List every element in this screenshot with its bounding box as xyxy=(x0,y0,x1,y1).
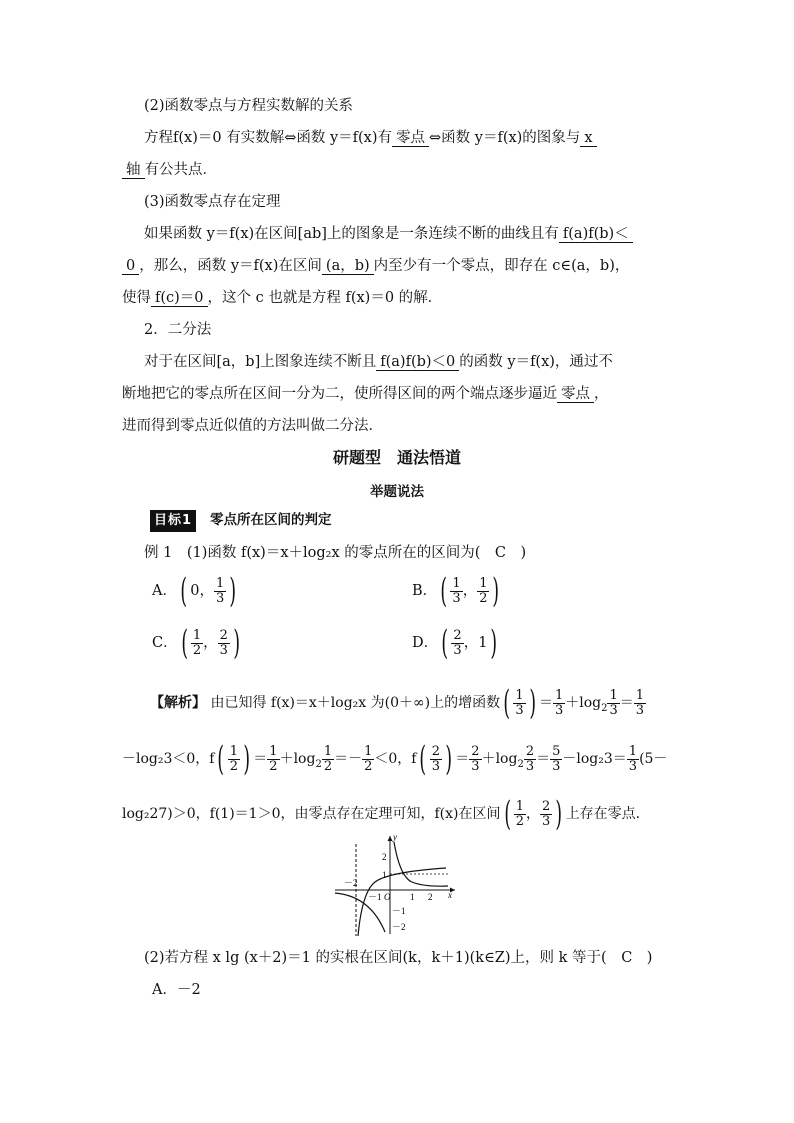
tick-label: O xyxy=(384,892,391,902)
section-title: 研题型 通法悟道 xyxy=(332,448,461,467)
blank-answer: 轴 xyxy=(122,162,145,179)
option-b: B．( $\frac{1}{3}$ ， $\frac{1}{2}$ ) xyxy=(412,571,500,611)
tick-label: 1 xyxy=(410,892,415,902)
target-heading xyxy=(150,510,332,532)
text-line: 如果函数 y＝f(x)在区间[ab]上的图象是一条连续不断的曲线且有 f(a)f(b)＜ xyxy=(144,224,633,244)
analysis-tag: 【解析】 xyxy=(150,695,206,711)
axis-label-y: y xyxy=(393,832,397,842)
blank-answer: 零点 xyxy=(392,130,429,147)
blank-answer: f(a)f(b)＜0 xyxy=(376,354,459,371)
fraction: $\frac{1}{3}$ xyxy=(215,575,225,606)
tick-label: 1 xyxy=(382,870,387,880)
option-d: D．( $\frac{2}{3}$ ，1) xyxy=(412,623,498,663)
function-graph xyxy=(330,832,460,938)
blank-answer: x xyxy=(580,130,596,147)
fraction: $\frac{2}{3}$ xyxy=(219,627,228,658)
blank-answer: 0 xyxy=(122,258,139,275)
section-subtitle: 举题说法 xyxy=(370,484,424,500)
tick-label: －1 xyxy=(368,892,382,902)
example-question-2: (2)若方程 x lg (x＋2)＝1 的实根在区间(k，k＋1)(k∈Z)上，则 k 等于( C ) xyxy=(144,950,653,966)
tick-label: －2 xyxy=(392,922,406,932)
option-c: C．( $\frac{1}{2}$ ， $\frac{2}{3}$ ) xyxy=(152,623,240,663)
option-a-2: A．－2 xyxy=(152,982,201,998)
fraction: $\frac{1}{2}$ xyxy=(479,575,488,606)
text-line: 轴 有公共点． xyxy=(122,160,217,180)
tick-label: 2 xyxy=(382,852,387,862)
text-line: 使得 f(c)＝0 ，这个 c 也就是方程 f(x)＝0 的解． xyxy=(122,290,443,306)
text-line: 0 ，那么，函数 y＝f(x)在区间 (a，b) 内至少有一个零点，即存在 c∈(a，b)， xyxy=(122,256,629,276)
analysis-line-3: log₂27)＞0，f(1)＝1＞0，由零点存在定理可知，f(x)在区间( $\frac{1}{2}$ ， $\frac{2}{3}$ ) 上存在零点． xyxy=(122,794,650,834)
text-line: 断地把它的零点所在区间一分为二，使所得区间的两个端点逐步逼近 零点 ， xyxy=(122,386,609,402)
y-axis-arrow xyxy=(388,836,393,841)
blank-answer: f(a)f(b)＜ xyxy=(559,226,633,243)
analysis-line-1: 【解析】 由已知得 f(x)＝x＋log₂x 为(0＋∞)上的增函数( $\frac{1}{3}$ ) ＝ $\frac{1}{3}$ $+\log_2$ $\frac{1}{3}$ ＝ $\frac{1}{3}$ xyxy=(150,683,645,723)
text-line: 方程f(x)＝0 有实数解⇔函数 y＝f(x)有 零点 ⇔函数 y＝f(x)的图象与 x xyxy=(144,128,597,148)
target-title: 零点所在区间的判定 xyxy=(210,512,332,528)
fraction: $\frac{1}{3}$ xyxy=(452,575,461,606)
section-heading-bisection: 2．二分法 xyxy=(144,322,212,338)
fraction: $\frac{1}{2}$ xyxy=(192,627,202,658)
tick-label: 2 xyxy=(428,892,433,902)
fraction: $\frac{2}{3}$ xyxy=(453,627,462,658)
target-badge: 目标1 xyxy=(150,510,196,532)
section-heading-3: (3)函数零点存在定理 xyxy=(144,194,281,210)
tick-label: －1 xyxy=(392,906,406,916)
tick-label: －2 xyxy=(344,878,358,888)
blank-answer: f(c)＝0 xyxy=(151,290,208,307)
option-a: A．( 0， $\frac{1}{3}$ ) xyxy=(152,571,237,611)
example-question: 例 1 (1)函数 f(x)＝x＋log₂x 的零点所在的区间为( C ) xyxy=(144,545,527,561)
axis-label-x: x xyxy=(448,890,452,900)
blank-answer: (a，b) xyxy=(322,258,374,275)
analysis-line-2: －log₂3＜0，f( $\frac{1}{2}$ ) ＝ $\frac{1}{2}$ $+\log_2$ $\frac{1}{2}$ ＝－ $\frac{1}{2}$ ＜0，f( $\frac{2}{3}$ ) ＝ $\frac{2}{3}$ $+\log_2$ $\frac{2}{3}$ ＝ $\frac{5}{3}$ －log₂3＝ $\frac{1}{3}$ (5－ xyxy=(122,739,668,779)
section-heading-2: (2)函数零点与方程实数解的关系 xyxy=(144,98,354,114)
blank-answer: 零点 xyxy=(557,386,594,403)
text-line: 对于在区间[a，b]上图象连续不断且 f(a)f(b)＜0 的函数 y＝f(x)，通过不 xyxy=(144,354,613,370)
curve-hyperbola-right xyxy=(394,842,448,886)
text-line: 进而得到零点近似值的方法叫做二分法． xyxy=(122,418,383,434)
